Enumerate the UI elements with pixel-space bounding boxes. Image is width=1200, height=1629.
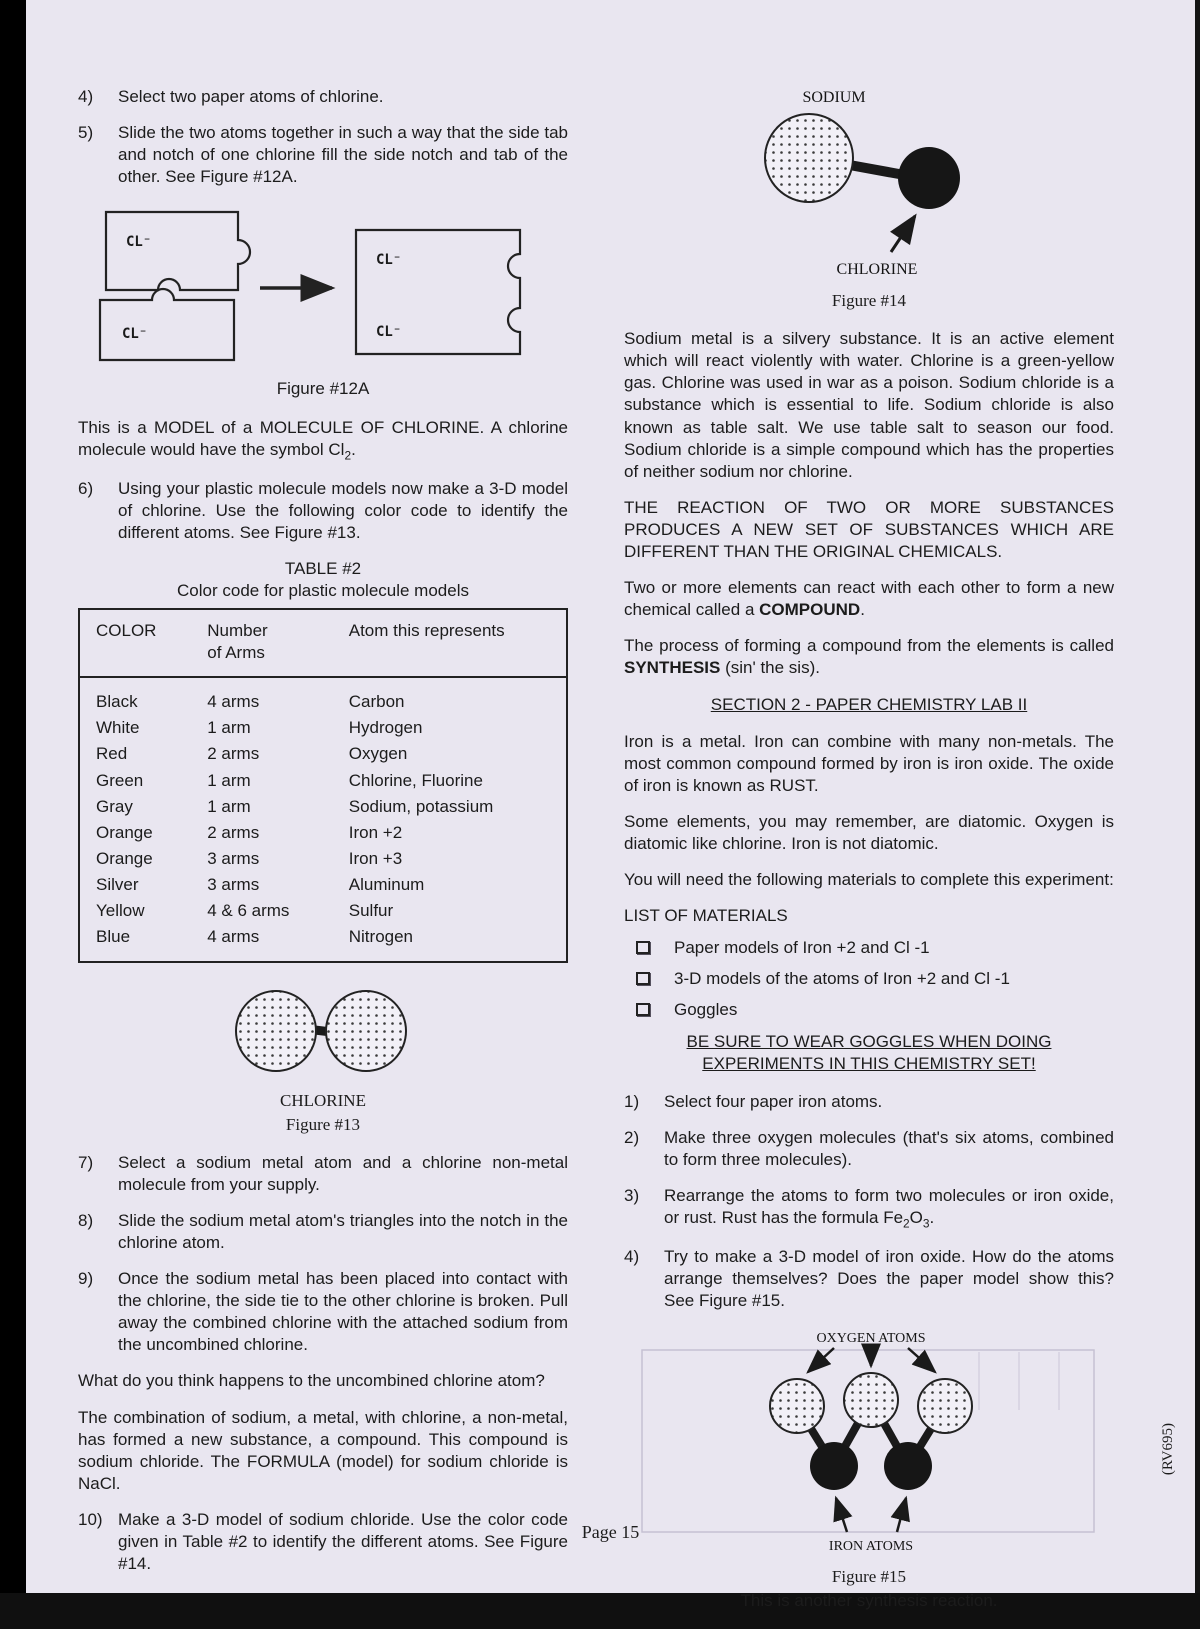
step-number: 4) <box>78 87 94 106</box>
text-run: . <box>351 439 356 459</box>
cell-color: Yellow <box>96 901 145 921</box>
step-number: 5) <box>78 123 94 143</box>
step-item-9 <box>78 1268 568 1356</box>
puzzle-piece-top <box>106 212 250 290</box>
question-paragraph: What do you think happens to the uncombined chlorine atom? <box>78 1371 545 1391</box>
column-header: Atom this represents <box>333 609 567 677</box>
table-subtitle: Color code for plastic molecule models <box>177 580 469 600</box>
text-run: . <box>929 1208 935 1228</box>
sodium-atom <box>765 114 853 202</box>
oxygen-atom <box>770 1379 824 1433</box>
chlorine-atom <box>326 991 406 1071</box>
subscript: 3 <box>922 1216 930 1231</box>
cell-atom: Iron +2 <box>348 822 403 842</box>
oxygen-atom <box>918 1379 972 1433</box>
step-text: Try to make a 3-D model of iron oxide. How do the atoms arrange themselves? Does the paper model show this? See Figure #15. <box>664 1246 1114 1311</box>
cell-arms: 4 arms <box>207 927 260 947</box>
step-number: 2) <box>624 1127 640 1147</box>
table-title: TABLE #2 <box>284 558 362 578</box>
table-row <box>79 741 567 767</box>
figure-15 <box>624 1326 1114 1612</box>
cl-label: CL⁻ <box>376 324 402 341</box>
step-item-4 <box>78 86 568 108</box>
cl-label: CL⁻ <box>126 234 152 251</box>
arrow-icon <box>908 1348 935 1372</box>
puzzle-diagram <box>88 202 558 370</box>
checkbox-icon <box>636 941 650 954</box>
table-row <box>79 846 567 872</box>
page-number: Page 15 <box>581 1522 640 1542</box>
compound-paragraph: The combination of sodium, a metal, with chlorine, a non-metal, has formed a new substance, a compound. This compound is sodium chloride. The FORMULA (model) for sodium chloride is NaCl. <box>78 1407 568 1493</box>
cell-atom: Hydrogen <box>348 718 423 738</box>
cell-color: Blue <box>96 927 131 947</box>
step-number: 8) <box>78 1210 94 1230</box>
chlorine-molecule-diagram <box>198 981 448 1081</box>
bold-term: SYNTHESIS <box>624 658 721 678</box>
arrow-icon <box>891 216 915 252</box>
compound-definition-paragraph <box>624 577 1114 621</box>
step-number: 7) <box>78 1152 94 1172</box>
material-label: 3-D models of the atoms of Iron +2 and Cl -1 <box>674 969 1010 989</box>
figure-note: This is another synthesis reaction. <box>740 1591 998 1611</box>
text-run: (sin' the sis). <box>720 658 820 678</box>
table-header-row <box>79 609 567 677</box>
step-text: Select a sodium metal atom and a chlorine non-metal molecule from your supply. <box>118 1152 568 1194</box>
section-2-heading: SECTION 2 - PAPER CHEMISTRY LAB II <box>710 694 1028 714</box>
cell-arms: 1 arm <box>207 770 251 790</box>
cell-atom: Chlorine, Fluorine <box>348 770 483 790</box>
cell-atom: Carbon <box>348 692 405 712</box>
step-item-5 <box>78 122 568 188</box>
figure-caption: Figure #15 <box>831 1567 907 1587</box>
book-spine-shadow <box>0 0 26 1593</box>
cell-color: Silver <box>96 875 139 895</box>
table-row <box>79 677 567 715</box>
table-row <box>79 872 567 898</box>
warning-line: BE SURE TO WEAR GOGGLES WHEN DOING <box>686 1031 1052 1051</box>
chlorine-atom <box>236 991 316 1071</box>
sodium-paragraph: Sodium metal is a silvery substance. It is an active element which will react violently with water. Chlorine is a green-yellow gas. Chlorine was used in war as a poison. Sodium chloride is a substance which is essential to life. Sodium chloride is also known as table salt. We use table salt to season our food. Sodium chloride is a simple compound which has the properties of neither sodium nor chlorine. <box>624 329 1114 481</box>
oxygen-atoms-label: OXYGEN ATOMS <box>816 1331 926 1347</box>
cell-arms: 4 arms <box>207 692 260 712</box>
cell-arms: 3 arms <box>207 848 260 868</box>
step-text: Select four paper iron atoms. <box>664 1091 883 1111</box>
cell-atom: Oxygen <box>348 744 408 764</box>
text-run: This is a MODEL of a MOLECULE OF CHLORINE. A chlorine molecule would have the symbol Cl <box>78 417 568 459</box>
materials-heading: LIST OF MATERIALS <box>624 906 788 926</box>
material-item <box>624 968 1114 990</box>
step-number: 1) <box>624 1091 640 1111</box>
step-item-3 <box>624 1185 1114 1232</box>
cell-color: Orange <box>96 822 153 842</box>
subscript: 2 <box>344 448 352 463</box>
step-text: Slide the sodium metal atom's triangles into the notch in the chlorine atom. <box>118 1210 568 1252</box>
step-number: 4) <box>624 1246 640 1266</box>
figure-caption: Figure #12A <box>276 379 370 399</box>
cl-label: CL⁻ <box>376 252 402 269</box>
cl-label: CL⁻ <box>122 326 148 343</box>
scan-edge-shadow <box>1195 0 1200 1593</box>
right-column <box>624 86 1114 1629</box>
step-text: Select two paper atoms of chlorine. <box>118 87 384 106</box>
column-header <box>191 609 333 677</box>
cell-arms: 4 & 6 arms <box>207 901 290 921</box>
table-2-block <box>78 558 568 964</box>
table-row <box>79 820 567 846</box>
model-paragraph <box>78 417 568 464</box>
two-column-layout <box>78 86 1195 1629</box>
table-row <box>79 794 567 820</box>
goggles-warning <box>624 1031 1114 1075</box>
reaction-paragraph: THE REACTION OF TWO OR MORE SUBSTANCES PRODUCES A NEW SET OF SUBSTANCES WHICH ARE DIFFERENT THAN THE ORIGINAL CHEMICALS. <box>624 497 1114 562</box>
document-page <box>26 0 1195 1611</box>
subscript: 2 <box>903 1216 910 1231</box>
step-text <box>664 1185 1114 1232</box>
cell-arms: 1 arm <box>207 718 251 738</box>
bold-term: COMPOUND <box>759 600 861 620</box>
step-item-6 <box>78 478 568 544</box>
step-item-8 <box>78 1210 568 1254</box>
step-item-1 <box>624 1091 1114 1113</box>
step-text: Make three oxygen molecules (that's six atoms, combined to form three molecules). <box>664 1127 1114 1169</box>
text-run: Rearrange the atoms to form two molecules or iron oxide, or rust. Rust has the formula Fe <box>664 1186 1114 1228</box>
color-code-table <box>78 608 568 963</box>
cell-atom: Sulfur <box>348 901 394 921</box>
table-row <box>79 898 567 924</box>
text-run: . <box>860 600 865 620</box>
cell-color: Red <box>96 744 128 764</box>
cell-arms: 1 arm <box>207 796 251 816</box>
step-number: 3) <box>624 1186 640 1205</box>
oxygen-atom <box>844 1373 898 1427</box>
figure-13 <box>78 981 568 1135</box>
checkbox-icon <box>636 1003 650 1016</box>
iron-atoms-label: IRON ATOMS <box>828 1539 914 1555</box>
chlorine-label: CHLORINE <box>836 261 918 278</box>
diatomic-paragraph: Some elements, you may remember, are diatomic. Oxygen is diatomic like chlorine. Iron is not diatomic. <box>624 811 1114 853</box>
text-run: The process of forming a compound from the elements is called <box>624 636 1114 656</box>
materials-intro: You will need the following materials to complete this experiment: <box>624 870 1114 890</box>
table-row <box>79 715 567 741</box>
iron-atom <box>810 1442 858 1490</box>
checkbox-icon <box>636 972 650 985</box>
text-run: Two or more elements can react with each other to form a new chemical called a <box>624 578 1114 620</box>
synthesis-definition-paragraph <box>624 635 1114 679</box>
material-item <box>624 937 1114 959</box>
table-row <box>79 768 567 794</box>
step-number: 6) <box>78 478 94 498</box>
sodium-chloride-diagram <box>739 86 999 282</box>
cell-arms: 2 arms <box>207 822 260 842</box>
iron-atom <box>884 1442 932 1490</box>
puzzle-piece-bottom <box>100 289 234 360</box>
cell-color: Orange <box>96 848 153 868</box>
sodium-label: SODIUM <box>802 89 866 106</box>
atom-label: CHLORINE <box>280 1090 366 1110</box>
material-item <box>624 999 1114 1021</box>
figure-12a <box>78 202 568 400</box>
step-text: Make a 3-D model of sodium chloride. Use the color code given in Table #2 to identify the different atoms. See Figure #14. <box>118 1509 568 1574</box>
figure-caption: Figure #14 <box>831 291 907 311</box>
document-code: (RV695) <box>1160 1422 1176 1475</box>
chlorine-atom <box>898 147 960 209</box>
cell-color: Green <box>96 770 144 790</box>
cell-color: White <box>96 718 140 738</box>
step-item-7 <box>78 1152 568 1196</box>
cell-atom: Iron +3 <box>348 848 403 868</box>
material-label: Goggles <box>674 1000 738 1020</box>
header-line: of Arms <box>207 643 265 663</box>
step-item-2 <box>624 1127 1114 1171</box>
cell-atom: Sodium, potassium <box>348 796 494 816</box>
step-text: Slide the two atoms together in such a way that the side tab and notch of one chlorine fill the side notch and tab of the other. See Figure #12A. <box>118 123 568 187</box>
left-column <box>78 86 568 1629</box>
material-label: Paper models of Iron +2 and Cl -1 <box>674 938 930 958</box>
text-run: O <box>909 1208 923 1228</box>
cell-arms: 3 arms <box>207 875 260 895</box>
step-text: Using your plastic molecule models now make a 3-D model of chlorine. Use the following color code to identify the different atoms. See Figure #13. <box>118 478 568 542</box>
header-line: Number <box>207 620 268 640</box>
step-text: Once the sodium metal has been placed into contact with the chlorine, the side tie to the other chlorine is broken. Pull away the combined chlorine with the attached sodium from the uncombined chlorine. <box>118 1269 568 1355</box>
cell-arms: 2 arms <box>207 744 260 764</box>
figure-caption: Figure #13 <box>285 1114 361 1134</box>
arrow-icon <box>808 1348 834 1372</box>
step-item-4-right <box>624 1246 1114 1312</box>
step-number: 10) <box>78 1509 103 1529</box>
warning-line: EXPERIMENTS IN THIS CHEMISTRY SET! <box>702 1053 1036 1073</box>
cell-atom: Aluminum <box>348 875 425 895</box>
iron-paragraph: Iron is a metal. Iron can combine with many non-metals. The most common compound formed by iron is iron oxide. The oxide of iron is known as RUST. <box>624 731 1114 795</box>
cell-color: Gray <box>96 796 133 816</box>
table-row <box>79 924 567 962</box>
cell-color: Black <box>96 692 138 712</box>
step-number: 9) <box>78 1269 94 1289</box>
column-header: COLOR <box>79 609 191 677</box>
cell-atom: Nitrogen <box>348 927 414 947</box>
figure-14 <box>624 86 1114 312</box>
